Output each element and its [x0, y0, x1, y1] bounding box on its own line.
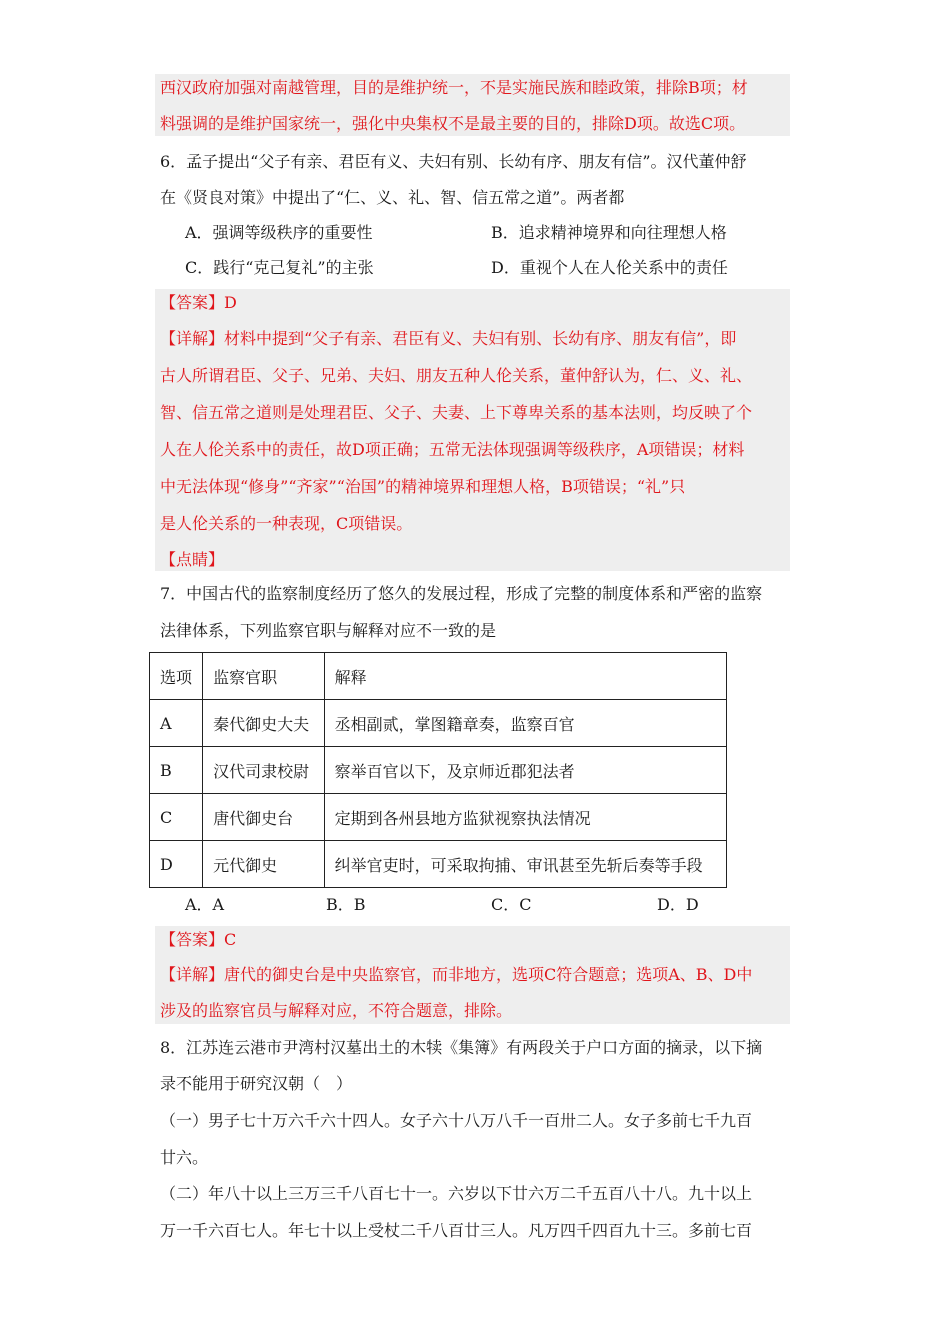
q7-stem-line: 法律体系，下列监察官职与解释对应不一致的是	[160, 621, 497, 640]
q6-dianjing: 【点睛】	[160, 550, 225, 569]
table-row	[150, 747, 727, 794]
table-cell: 唐代御史台	[203, 794, 324, 841]
q6-option-d: D．重视个人在人伦关系中的责任	[491, 258, 728, 277]
table-header-cell: 监察官职	[203, 653, 324, 700]
q7-table	[149, 652, 727, 888]
q6-option-c: C．践行“克己复礼”的主张	[185, 258, 374, 277]
table-cell: 察举百官以下，及京师近郡犯法者	[324, 747, 726, 794]
q6-explanation-line: 古人所谓君臣、父子、兄弟、夫妇、朋友五种人伦关系，董仲舒认为，仁、义、礼、	[160, 366, 753, 385]
q7-option-b: B．B	[326, 895, 366, 914]
q6-stem-line: 6．孟子提出“父子有亲、君臣有义、夫妇有别、长幼有序、朋友有信”。汉代董仲舒	[160, 152, 747, 171]
table-header-cell: 选项	[150, 653, 203, 700]
q7-answer: 【答案】C	[160, 930, 237, 949]
table-cell: B	[150, 747, 203, 794]
q6-explanation-line: 【详解】材料中提到“父子有亲、君臣有义、夫妇有别、长幼有序、朋友有信”，即	[160, 329, 737, 348]
q7-option-d: D．D	[657, 895, 699, 914]
q8-excerpt-line: 万一千六百七人。年七十以上受杖二千八百廿三人。凡万四千四百九十三。多前七百	[160, 1221, 753, 1240]
table-cell: A	[150, 700, 203, 747]
q6-explanation-line: 是人伦关系的一种表现，C项错误。	[160, 514, 413, 533]
q5-explanation-line: 西汉政府加强对南越管理，目的是维护统一，不是实施民族和睦政策，排除B项；材	[160, 78, 748, 97]
table-cell: 丞相副贰，掌图籍章奏，监察百官	[324, 700, 726, 747]
table-header-cell: 解释	[324, 653, 726, 700]
table-cell: 汉代司隶校尉	[203, 747, 324, 794]
q8-stem-line: 8．江苏连云港市尹湾村汉墓出土的木犊《集簿》有两段关于户口方面的摘录，以下摘	[160, 1038, 763, 1057]
table-cell: 元代御史	[203, 841, 324, 888]
q6-option-b: B．追求精神境界和向往理想人格	[491, 223, 727, 242]
q7-stem-line: 7．中国古代的监察制度经历了悠久的发展过程，形成了完整的制度体系和严密的监察	[160, 584, 763, 603]
table-cell: D	[150, 841, 203, 888]
q6-explanation-line: 人在人伦关系中的责任，故D项正确；五常无法体现强调等级秩序，A项错误；材料	[160, 440, 745, 459]
q7-explanation-line: 涉及的监察官员与解释对应，不符合题意，排除。	[160, 1001, 513, 1020]
q8-stem-line: 录不能用于研究汉朝（ ）	[160, 1074, 353, 1093]
q6-option-a: A．强调等级秩序的重要性	[185, 223, 373, 242]
table-cell: C	[150, 794, 203, 841]
q6-explanation-line: 中无法体现“修身”“齐家”“治国”的精神境界和理想人格，B项错误；“礼”只	[160, 477, 686, 496]
table-header-row	[150, 653, 727, 700]
table-row	[150, 841, 727, 888]
q5-explanation-line: 料强调的是维护国家统一，强化中央集权不是最主要的目的，排除D项。故选C项。	[160, 114, 746, 133]
table-cell: 纠举官吏时，可采取拘捕、审讯甚至先斩后奏等手段	[324, 841, 726, 888]
table-cell: 秦代御史大夫	[203, 700, 324, 747]
table-cell: 定期到各州县地方监狱视察执法情况	[324, 794, 726, 841]
q8-excerpt-line: （一）男子七十万六千六十四人。女子六十八万八千一百卅二人。女子多前七千九百	[160, 1111, 753, 1130]
q8-excerpt-line: （二）年八十以上三万三千八百七十一。六岁以下廿六万二千五百八十八。九十以上	[160, 1184, 753, 1203]
q7-option-a: A．A	[185, 895, 225, 914]
q7-explanation-line: 【详解】唐代的御史台是中央监察官，而非地方，选项C符合题意；选项A、B、D中	[160, 965, 753, 984]
q6-explanation-line: 智、信五常之道则是处理君臣、父子、夫妻、上下尊卑关系的基本法则，均反映了个	[160, 403, 753, 422]
q6-stem-line: 在《贤良对策》中提出了“仁、义、礼、智、信五常之道”。两者都	[160, 188, 625, 207]
q6-answer: 【答案】D	[160, 293, 237, 312]
table-row	[150, 700, 727, 747]
table-row	[150, 794, 727, 841]
q7-option-c: C．C	[491, 895, 532, 914]
q8-excerpt-line: 廿六。	[160, 1148, 209, 1167]
